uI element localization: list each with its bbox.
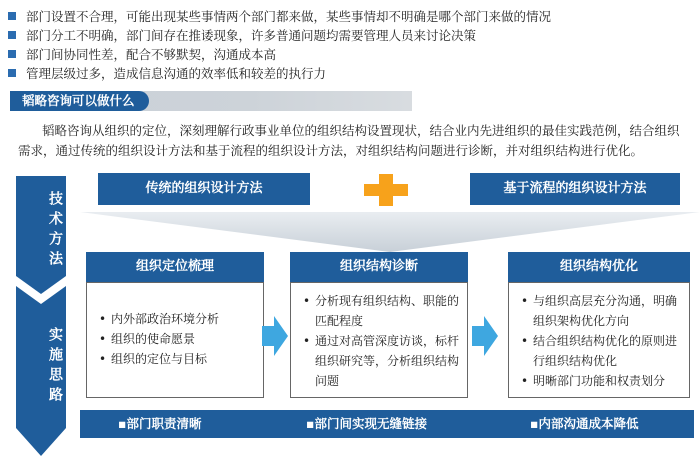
outcome-item: ▪部门间实现无缝链接 bbox=[306, 416, 427, 431]
card-list-item: • 组织的定位与目标 bbox=[97, 349, 255, 369]
problem-item: 部门间协同性差，配合不够默契，沟通成本高 bbox=[8, 44, 698, 63]
method-traditional: 传统的组织设计方法 bbox=[98, 173, 310, 205]
right-arrow-icon bbox=[472, 316, 498, 356]
card-list-item: • 内外部政治环境分析 bbox=[97, 309, 255, 329]
square-bullet-icon bbox=[8, 12, 16, 20]
problem-item: 管理层级过多，造成信息沟通的效率低和较差的执行力 bbox=[8, 63, 698, 82]
outcome-item: ▪部门职责清晰 bbox=[118, 416, 202, 431]
funnel-shape bbox=[80, 212, 700, 252]
card-body-positioning bbox=[86, 282, 264, 398]
card-list-item: • 与组织高层充分沟通，明确组织架构优化方向 bbox=[519, 291, 683, 331]
square-bullet-icon bbox=[8, 69, 16, 77]
left-label-implementation: 实施思路 bbox=[47, 327, 63, 407]
card-title-diagnosis: 组织结构诊断 bbox=[290, 252, 468, 282]
square-bullet-icon bbox=[8, 50, 16, 58]
problem-item: 部门分工不明确，部门间存在推诿现象，许多普通问题均需要管理人员来讨论决策 bbox=[8, 25, 698, 44]
plus-icon bbox=[362, 172, 410, 208]
card-body-optimization bbox=[508, 282, 690, 398]
section-title: 韬略咨询可以做什么 bbox=[10, 91, 149, 111]
left-label-technique: 技术方法 bbox=[47, 191, 63, 271]
method-process-based: 基于流程的组织设计方法 bbox=[470, 173, 680, 205]
card-list-item: • 明晰部门功能和权责划分 bbox=[519, 371, 683, 391]
card-title-positioning: 组织定位梳理 bbox=[86, 252, 264, 282]
intro-paragraph: 韬略咨询从组织的定位，深刻理解行政事业单位的组织结构设置现状，结合业内先进组织的最佳实践范例，结合组织需求，通过传统的组织设计方法和基于流程的组织设计方法，对组织结构问题进行诊断，并对组织结构进行优化。 bbox=[18, 123, 680, 158]
card-list-item: • 分析现有组织结构、职能的匹配程度 bbox=[301, 291, 461, 331]
problem-list bbox=[8, 6, 698, 82]
right-arrow-icon bbox=[262, 316, 288, 356]
card-list-item: • 结合组织结构优化的原则进行组织结构优化 bbox=[519, 331, 683, 371]
card-title-optimization: 组织结构优化 bbox=[508, 252, 690, 282]
problem-item: 部门设置不合理，可能出现某些事情两个部门都来做，某些事情却不明确是哪个部门来做的情况 bbox=[8, 6, 698, 25]
outcome-item: ▪内部沟通成本降低 bbox=[530, 416, 639, 431]
card-body-diagnosis bbox=[290, 282, 468, 398]
square-bullet-icon bbox=[8, 31, 16, 39]
card-list-item: • 通过对高管深度访谈，标杆组织研究等，分析组织结构问题 bbox=[301, 331, 461, 391]
card-list-item: • 组织的使命愿景 bbox=[97, 329, 255, 349]
